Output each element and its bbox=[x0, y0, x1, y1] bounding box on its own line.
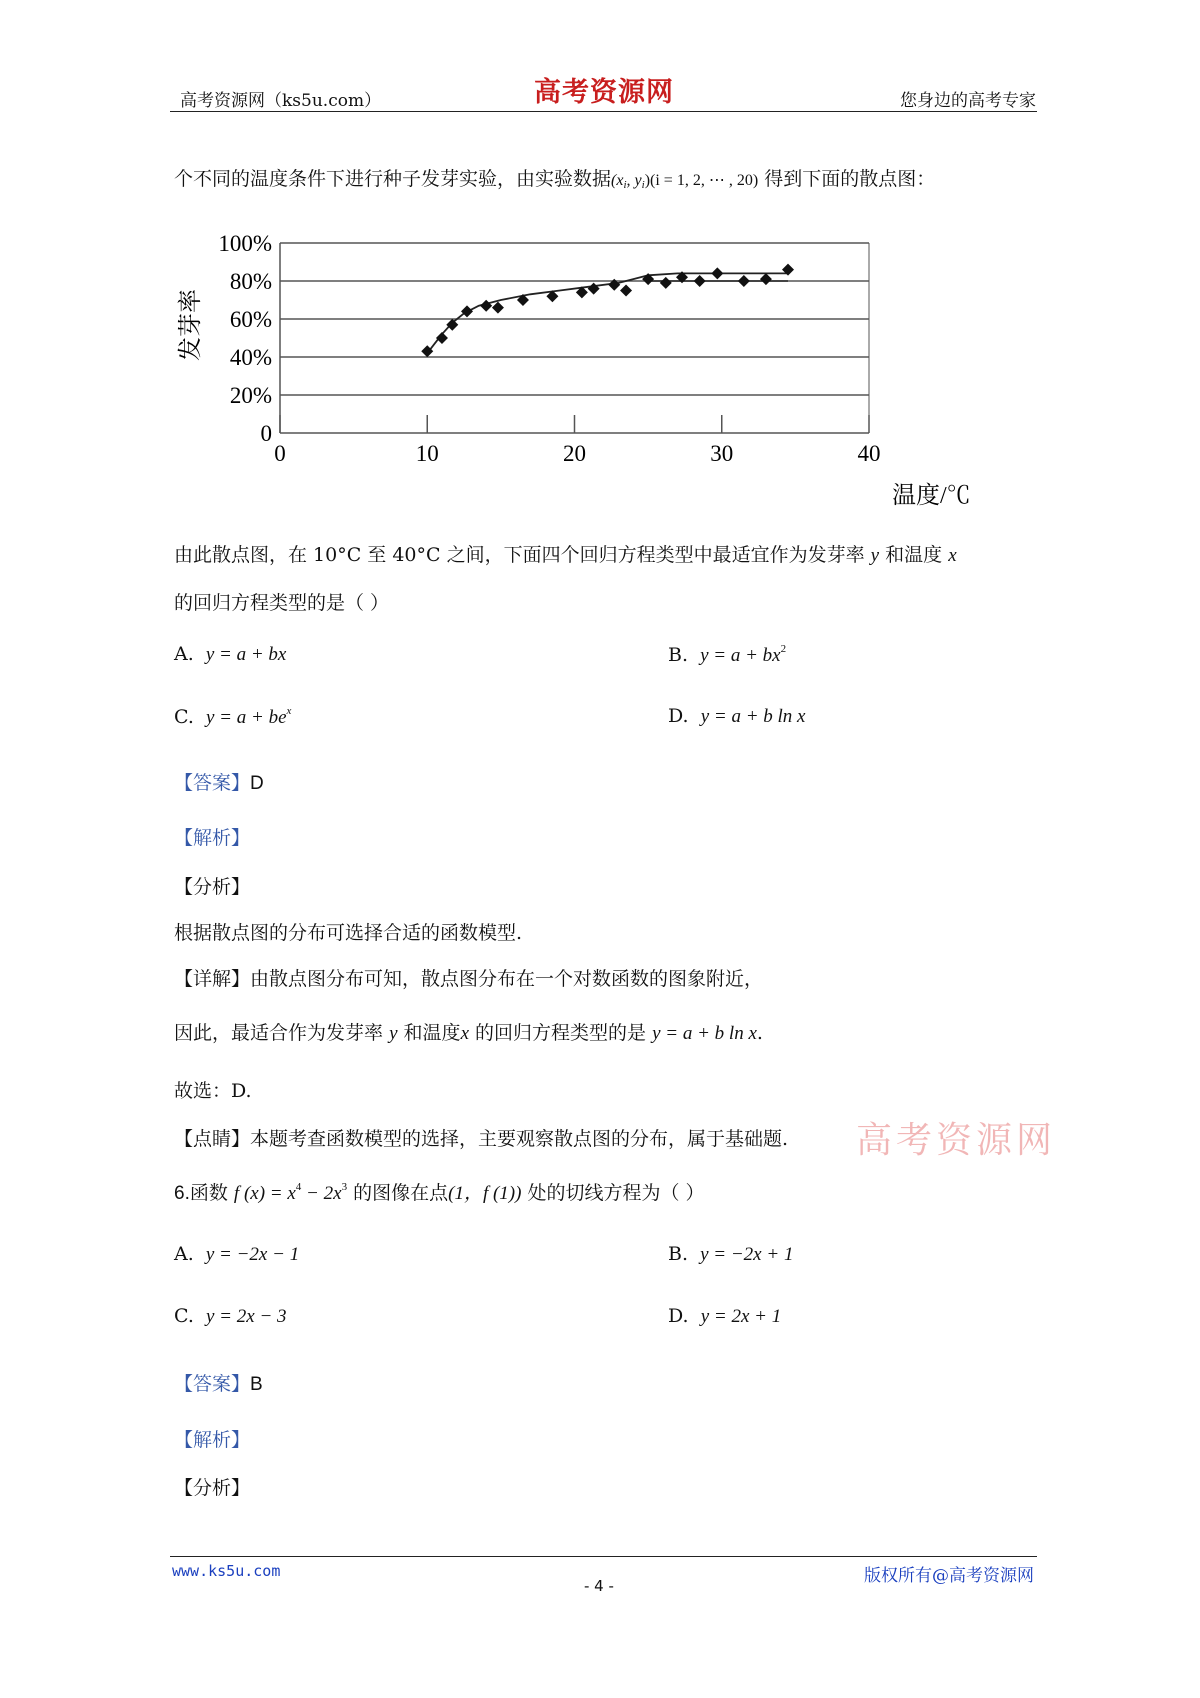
q5-detail2-a: 因此，最适合作为发芽率 bbox=[174, 1022, 384, 1044]
q6-answer-value: B bbox=[250, 1374, 263, 1395]
q5-intro-suffix: 得到下面的散点图： bbox=[764, 168, 936, 190]
q5-intro-sub-i: i bbox=[623, 179, 627, 191]
q5-jiexi: 【解析】 bbox=[174, 827, 251, 849]
q5-option-c-text: y = a + be bbox=[206, 707, 287, 728]
header-logo: 高考资源网 bbox=[534, 77, 674, 108]
chart-y-label: 发芽率 bbox=[178, 289, 204, 361]
footer-page-number: - 4 - bbox=[584, 1577, 614, 1595]
q5-option-a-text: y = a + bx bbox=[205, 644, 287, 665]
x-tick-label: 30 bbox=[710, 441, 734, 466]
x-tick-label: 40 bbox=[857, 441, 881, 466]
q5-question-line1 bbox=[174, 540, 957, 567]
chart-x-ticks bbox=[274, 415, 880, 466]
q6-option-d-label: D. bbox=[668, 1305, 689, 1327]
q6-stem-a: 函数 bbox=[189, 1182, 228, 1204]
q5-dianjing-label: 【点睛】 bbox=[174, 1128, 251, 1150]
q5-detail-text: 由散点图分布可知，散点图分布在一个对数函数的图象附近， bbox=[250, 968, 764, 990]
q5-option-c-sup: x bbox=[286, 705, 292, 717]
y-tick-label: 40% bbox=[229, 345, 272, 370]
scatter-point bbox=[760, 273, 772, 285]
q5-dianjing-text: 本题考查函数模型的选择，主要观察散点图的分布，属于基础题. bbox=[250, 1128, 789, 1150]
q6-stem bbox=[174, 1178, 705, 1205]
q5-answer-value: D bbox=[250, 773, 264, 794]
q6-stem-point: (1，f (1)) bbox=[448, 1183, 522, 1204]
scatter-point bbox=[436, 332, 448, 344]
footer-url[interactable]: www.ks5u.com bbox=[172, 1562, 281, 1580]
footer-copyright: 版权所有@高考资源网 bbox=[864, 1566, 1034, 1586]
scatter-point bbox=[738, 275, 750, 287]
header-site-name: 高考资源网（ks5u.com） bbox=[180, 91, 382, 111]
q5-option-b-text: y = a + bx bbox=[700, 645, 781, 666]
q6-option-d-text: y = 2x + 1 bbox=[700, 1306, 782, 1327]
q5-option-b[interactable] bbox=[668, 643, 786, 667]
q5-question-text-a: 由此散点图，在 10°C 至 40°C 之间，下面四个回归方程类型中最适宜作为发芽率 bbox=[174, 544, 865, 566]
q6-option-d[interactable] bbox=[668, 1305, 781, 1328]
q6-option-c-text: y = 2x − 3 bbox=[206, 1306, 287, 1327]
scatter-point bbox=[480, 300, 492, 312]
q5-question-text-b: 和温度 bbox=[885, 544, 943, 566]
x-tick-label: 20 bbox=[563, 441, 586, 466]
q5-detail2 bbox=[174, 1018, 763, 1045]
q5-intro-xi: (x bbox=[611, 172, 624, 189]
q6-option-a-label: A. bbox=[174, 1243, 194, 1265]
q5-fenxi-text: 根据散点图的分布可选择合适的函数模型. bbox=[174, 922, 523, 944]
x-tick-label: 0 bbox=[274, 441, 286, 466]
q6-fenxi: 【分析】 bbox=[174, 1477, 251, 1499]
q6-answer bbox=[174, 1369, 263, 1396]
q6-number: 6. bbox=[174, 1183, 190, 1204]
q5-detail2-b: 和温度 bbox=[403, 1022, 461, 1044]
q5-detail2-c: 的回归方程类型的是 bbox=[475, 1022, 647, 1044]
q6-stem-sup4: 4 bbox=[295, 1181, 302, 1193]
scatter-point bbox=[694, 275, 706, 287]
q6-option-c-label: C. bbox=[174, 1305, 194, 1327]
header-divider bbox=[170, 111, 1037, 112]
q6-option-b-text: y = −2x + 1 bbox=[700, 1244, 794, 1265]
q5-question-var-x: x bbox=[948, 545, 957, 566]
scatter-point bbox=[620, 285, 632, 297]
q5-intro bbox=[174, 164, 935, 191]
y-tick-label: 0 bbox=[260, 421, 272, 446]
chart-grid bbox=[280, 243, 869, 433]
q5-answer-label: 【答案】 bbox=[174, 772, 251, 794]
q5-dianjing bbox=[174, 1124, 788, 1151]
y-tick-label: 60% bbox=[229, 307, 272, 332]
q5-option-d-text: y = a + b ln x bbox=[700, 706, 806, 727]
q5-option-b-label: B. bbox=[668, 644, 689, 666]
q6-option-a[interactable] bbox=[174, 1243, 299, 1266]
q5-option-b-sup: 2 bbox=[780, 643, 787, 655]
scatter-point bbox=[492, 302, 504, 314]
scatter-point bbox=[711, 267, 723, 279]
chart-trend-curve bbox=[427, 273, 788, 353]
q5-detail bbox=[174, 964, 763, 991]
header-slogan: 您身边的高考专家 bbox=[900, 91, 1036, 111]
q5-question-line2: 的回归方程类型的是（ ） bbox=[174, 592, 390, 614]
q5-answer bbox=[174, 768, 264, 795]
q5-intro-sub-i2: i bbox=[641, 179, 645, 191]
q5-detail2-x: x bbox=[460, 1023, 469, 1044]
q6-stem-c: 处的切线方程为（ ） bbox=[527, 1182, 705, 1204]
q5-intro-text: 个不同的温度条件下进行种子发芽实验，由实验数据 bbox=[174, 168, 612, 190]
chart-y-ticks bbox=[218, 231, 272, 446]
q5-intro-yi: , y bbox=[626, 172, 642, 189]
y-tick-label: 100% bbox=[218, 231, 272, 256]
q5-question-var-y: y bbox=[870, 545, 880, 566]
chart-points bbox=[421, 264, 794, 358]
q6-answer-label: 【答案】 bbox=[174, 1373, 251, 1395]
q5-detail2-end: . bbox=[756, 1022, 763, 1044]
watermark: 高考资源网 bbox=[856, 1120, 1057, 1161]
q6-stem-fx: f (x) = x bbox=[233, 1183, 296, 1204]
q5-option-c[interactable] bbox=[174, 705, 291, 729]
q5-option-d[interactable] bbox=[668, 705, 806, 728]
chart-x-label: 温度/℃ bbox=[892, 483, 971, 509]
q6-option-a-text: y = −2x − 1 bbox=[205, 1244, 300, 1265]
q5-fenxi: 【分析】 bbox=[174, 876, 251, 898]
q5-intro-range: )(i = 1, 2, ⋯ , 20) bbox=[644, 172, 759, 189]
q6-stem-sup3: 3 bbox=[341, 1181, 348, 1193]
scatter-chart bbox=[170, 225, 1000, 520]
q5-option-a[interactable] bbox=[174, 643, 286, 666]
q5-option-a-label: A. bbox=[174, 643, 194, 665]
q6-option-b[interactable] bbox=[668, 1243, 793, 1266]
q5-detail-label: 【详解】 bbox=[174, 968, 251, 990]
q5-option-d-label: D. bbox=[668, 705, 689, 727]
q5-option-c-label: C. bbox=[174, 706, 194, 728]
q5-detail2-eq: y = a + b ln x bbox=[652, 1023, 757, 1044]
y-tick-label: 20% bbox=[229, 383, 272, 408]
footer-divider bbox=[170, 1556, 1037, 1557]
scatter-point bbox=[660, 277, 672, 289]
x-tick-label: 10 bbox=[415, 441, 439, 466]
q6-stem-b: 的图像在点 bbox=[353, 1182, 449, 1204]
q5-choose: 故选：D. bbox=[174, 1080, 252, 1102]
y-tick-label: 80% bbox=[229, 269, 272, 294]
trend-curve-upper bbox=[427, 273, 788, 353]
q6-option-b-label: B. bbox=[668, 1243, 689, 1265]
scatter-point bbox=[588, 283, 600, 295]
q5-detail2-y: y bbox=[389, 1023, 398, 1044]
scatter-point bbox=[461, 305, 473, 317]
q6-jiexi: 【解析】 bbox=[174, 1429, 251, 1451]
q6-stem-minus: − 2x bbox=[301, 1183, 342, 1204]
q6-option-c[interactable] bbox=[174, 1305, 287, 1328]
